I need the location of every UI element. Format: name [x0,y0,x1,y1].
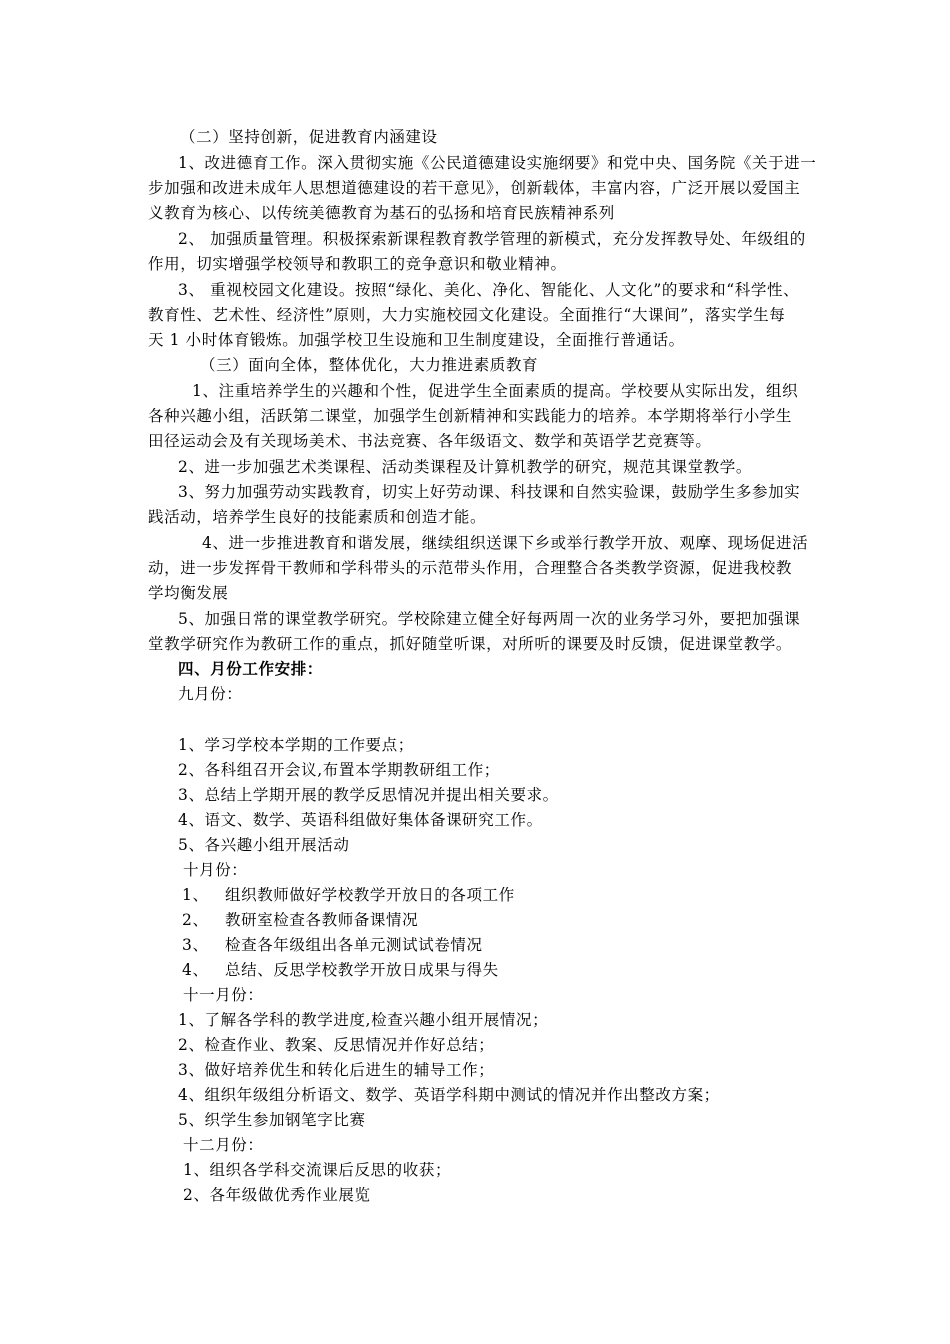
list-item: 5、织学生参加钢笔字比赛 [178,1111,366,1129]
list-item: 教研室检查各教师备课情况 [225,911,419,929]
list-item: 组织教师做好学校教学开放日的各项工作 [225,886,515,904]
paragraph-line: 1、注重培养学生的兴趣和个性，促进学生全面素质的提高。学校要从实际出发，组织 [192,382,799,400]
paragraph-line: 4、进一步推进教育和谐发展，继续组织送课下乡或举行教学开放、观摩、现场促进活 [202,534,809,552]
paragraph-line: 3、努力加强劳动实践教育，切实上好劳动课、科技课和自然实验课，鼓励学生多参加实 [178,483,801,501]
paragraph-line: 义教育为核心、以传统美德教育为基石的弘扬和培育民族精神系列 [148,204,615,222]
list-item: 4、组织年级组分析语文、数学、英语学科期中测试的情况并作出整改方案； [178,1086,720,1104]
list-item: 总结、反思学校教学开放日成果与得失 [225,961,499,979]
list-item: 1、了解各学科的教学进度,检查兴趣小组开展情况； [178,1011,549,1029]
month-label-november: 十一月份： [183,986,264,1004]
month-label-september: 九月份： [178,685,243,703]
list-item: 2、检查作业、教案、反思情况并作好总结； [178,1036,495,1054]
section-heading-3: （三）面向全体，整体优化，大力推进素质教育 [200,356,539,374]
paragraph-line: 各种兴趣小组，活跃第二课堂，加强学生创新精神和实践能力的培养。本学期将举行小学生 [148,407,793,425]
paragraph-line: 2、进一步加强艺术类课程、活动类课程及计算机教学的研究，规范其课堂教学。 [178,458,752,476]
section-heading-2: （二）坚持创新，促进教育内涵建设 [180,128,438,146]
paragraph-line: 动，进一步发挥骨干教师和学科带头的示范带头作用，合理整合各类教学资源，促进我校教 [148,559,793,577]
paragraph-line: 1、改进德育工作。深入贯彻实施《公民道德建设实施纲要》和党中央、国务院《关于进一 [178,154,817,172]
paragraph-line: 3、 重视校园文化建设。按照“绿化、美化、净化、智能化、人文化”的要求和“科学性、 [178,281,800,299]
paragraph-line: 5、加强日常的课堂教学研究。学校除建立健全好每两周一次的业务学习外，要把加强课 [178,610,801,628]
list-item: 4、语文、数学、英语科组做好集体备课研究工作。 [178,811,543,829]
month-label-october: 十月份： [183,861,248,879]
list-item: 3、总结上学期开展的教学反思情况并提出相关要求。 [178,786,559,804]
list-item: 1、组织各学科交流课后反思的收获； [183,1161,452,1179]
list-item-number: 2、 [182,911,209,929]
paragraph-line: 学均衡发展 [148,584,229,602]
list-item: 5、各兴趣小组开展活动 [178,836,350,854]
list-item: 检查各年级组出各单元测试试卷情况 [225,936,483,954]
list-item: 3、做好培养优生和转化后进生的辅导工作； [178,1061,495,1079]
list-item: 1、学习学校本学期的工作要点； [178,736,414,754]
paragraph-line: 践活动，培养学生良好的技能素质和创造才能。 [148,508,487,526]
paragraph-line: 堂教学研究作为教研工作的重点，抓好随堂听课，对所听的课要及时反馈，促进课堂教学。 [148,635,793,653]
list-item: 2、各年级做优秀作业展览 [183,1186,371,1204]
paragraph-line: 步加强和改进未成年人思想道德建设的若干意见》，创新载体，丰富内容，广泛开展以爱国主 [148,179,801,197]
paragraph-line: 作用，切实增强学校领导和教职工的竞争意识和敬业精神。 [148,255,567,273]
paragraph-line: 2、 加强质量管理。积极探索新课程教育教学管理的新模式，充分发挥教导处、年级组的 [178,230,806,248]
paragraph-line: 天 1 小时体育锻炼。加强学校卫生设施和卫生制度建设，全面推行普通话。 [148,331,685,349]
list-item-number: 4、 [182,961,209,979]
paragraph-line: 田径运动会及有关现场美术、书法竞赛、各年级语文、数学和英语学艺竞赛等。 [148,432,712,450]
section-heading-4: 四、月份工作安排： [178,659,323,678]
list-item-number: 3、 [182,936,209,954]
month-label-december: 十二月份： [183,1136,264,1154]
list-item: 2、各科组召开会议,布置本学期教研组工作； [178,761,500,779]
list-item-number: 1、 [182,886,209,904]
paragraph-line: 教育性、艺术性、经济性”原则，大力实施校园文化建设。全面推行“大课间”，落实学生每 [148,306,786,324]
